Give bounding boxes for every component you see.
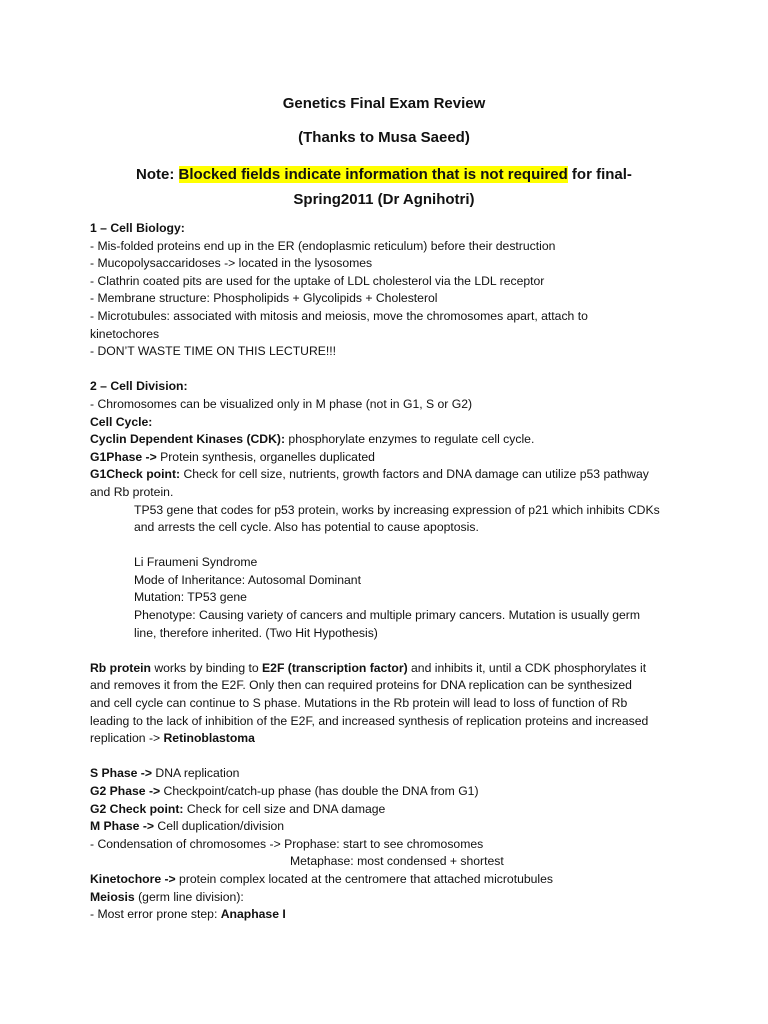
text-line: [90, 660, 690, 678]
note: [110, 162, 658, 212]
text-line: line, therefore inherited. (Two Hit Hypothesis): [134, 625, 378, 640]
text-line: [90, 431, 690, 449]
text-line: [90, 871, 690, 889]
text-line: and arrests the cell cycle. Also has potential to cause apoptosis.: [134, 520, 479, 535]
spacer: [90, 361, 690, 379]
text-line: - Membrane structure: Phospholipids + Glycolipids + Cholesterol: [90, 291, 438, 306]
text-line: [90, 889, 690, 907]
definition: Protein synthesis, organelles duplicated: [156, 449, 375, 464]
term: M Phase ->: [90, 819, 155, 834]
note-rest: for final-Spring2011 (Dr Agnihotri): [293, 166, 632, 208]
text-line: - Mis-folded proteins end up in the ER (endoplasmic reticulum) before their destruction: [90, 238, 556, 253]
text-line: - Chromosomes can be visualized only in M phase (not in G1, S or G2): [90, 396, 473, 411]
term: Kinetochore ->: [90, 871, 176, 886]
term: Cyclin Dependent Kinases (CDK):: [90, 432, 286, 447]
note-label: Note:: [136, 166, 179, 183]
section-heading-cell-division: 2 – Cell Division:: [90, 379, 188, 394]
term: Rb protein: [90, 660, 151, 675]
text-line: and removes it from the E2F. Only then can required proteins for DNA replication can be synthesized: [90, 678, 632, 693]
text-line: Metaphase: most condensed + shortest: [290, 854, 504, 869]
definition: protein complex located at the centromere that attached microtubules: [175, 871, 554, 886]
subheading-cell-cycle: Cell Cycle:: [90, 414, 153, 429]
term: G2 Check point:: [90, 801, 184, 816]
text-line: [90, 906, 690, 924]
definition: (germ line division):: [134, 889, 244, 904]
text-span: - Most error prone step:: [90, 907, 221, 922]
text-line: kinetochores: [90, 326, 160, 341]
page-subtitle: (Thanks to Musa Saeed): [298, 129, 470, 146]
text-line: Mode of Inheritance: Autosomal Dominant: [134, 572, 361, 587]
definition: phosphorylate enzymes to regulate cell cycle.: [285, 432, 535, 447]
note-highlight: Blocked fields indicate information that is not required: [178, 166, 568, 183]
text-line: - Mucopolysaccaridoses -> located in the lysosomes: [90, 256, 373, 271]
page-title: Genetics Final Exam Review: [282, 95, 486, 112]
text-line: leading to the lack of inhibition of the E2F, and increased synthesis of replication proteins and increased: [90, 713, 649, 728]
text-line: Phenotype: Causing variety of cancers and multiple primary cancers. Mutation is usually germ: [134, 608, 641, 623]
spacer: [90, 748, 690, 766]
text-line: [90, 449, 690, 467]
section-heading-cell-biology: 1 – Cell Biology:: [90, 221, 185, 235]
term: G1Phase ->: [90, 449, 157, 464]
text-line: [90, 801, 690, 819]
text-line: [90, 818, 690, 836]
text-line: - DON’T WASTE TIME ON THIS LECTURE!!!: [90, 344, 337, 359]
term: G1Check point:: [90, 467, 181, 482]
text-line: [90, 783, 690, 801]
term: Retinoblastoma: [163, 731, 255, 746]
document-body: [90, 220, 690, 924]
definition: Checkpoint/catch-up phase (has double the DNA from G1): [160, 784, 479, 798]
definition: Check for cell size, nutrients, growth factors and DNA damage can utilize p53 pathway: [180, 467, 649, 482]
text-line: - Clathrin coated pits are used for the uptake of LDL cholesterol via the LDL receptor: [90, 273, 545, 288]
definition: Check for cell size and DNA damage: [183, 801, 386, 816]
text-line: - Microtubules: associated with mitosis and meiosis, move the chromosomes apart, attach to: [90, 308, 588, 323]
text-span: replication ->: [90, 731, 164, 746]
definition: Cell duplication/division: [154, 819, 285, 834]
spacer: [90, 642, 690, 660]
text-line: and cell cycle can continue to S phase. Mutations in the Rb protein will lead to loss of function of Rb: [90, 696, 628, 711]
text-span: and inhibits it, until a CDK phosphorylates it: [407, 660, 647, 675]
text-line: [90, 730, 690, 748]
term: E2F (transcription factor): [262, 660, 408, 675]
text-line: Mutation: TP53 gene: [134, 590, 247, 605]
text-line: and Rb protein.: [90, 484, 174, 499]
text-line: - Condensation of chromosomes -> Prophase: start to see chromosomes: [90, 836, 484, 851]
text-span: works by binding to: [150, 660, 263, 675]
text-line: Li Fraumeni Syndrome: [134, 555, 258, 570]
term: Meiosis: [90, 889, 135, 904]
text-line: [90, 765, 690, 783]
spacer: [90, 537, 690, 555]
term: S Phase ->: [90, 766, 152, 781]
text-line: TP53 gene that codes for p53 protein, works by increasing expression of p21 which inhibits CDKs: [134, 502, 660, 517]
definition: DNA replication: [152, 766, 240, 781]
term: Anaphase I: [220, 907, 286, 922]
text-line: [90, 466, 690, 484]
term: G2 Phase ->: [90, 784, 161, 798]
